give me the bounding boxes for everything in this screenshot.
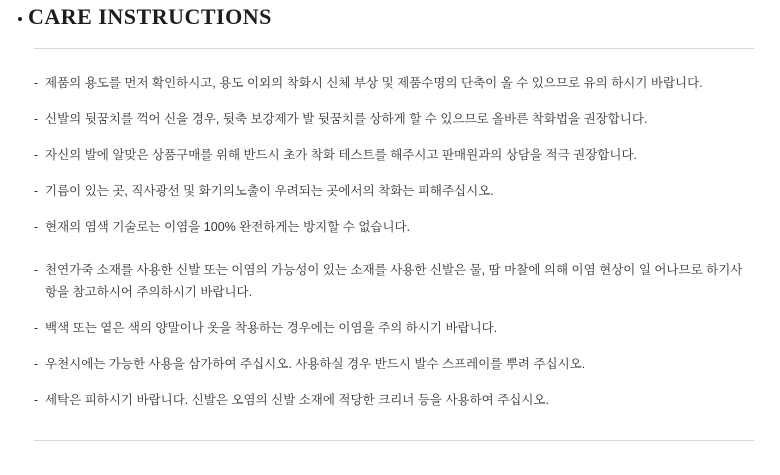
list-item-dash: -: [34, 321, 39, 336]
list-item: [34, 354, 752, 376]
bottom-divider: [34, 440, 754, 441]
list-item: [34, 217, 752, 239]
list-item-dash: -: [34, 147, 39, 162]
list-item-text: 백색 또는 옅은 색의 양말이나 옷을 착용하는 경우에는 이염을 주의 하시기 바랍니다.: [45, 321, 498, 336]
page-title-row: [18, 0, 762, 34]
list-item-text: 제품의 용도를 먼저 확인하시고, 용도 이외의 착화시 신체 부상 및 제품수명의 단축이 올 수 있으므로 유의 하시기 바랍니다.: [45, 76, 703, 90]
list-item: [34, 145, 752, 167]
list-item-text: 세탁은 피하시기 바랍니다. 신발은 오염의 신발 소재에 적당한 크리너 등을 사용하여 주십시오.: [45, 392, 549, 407]
title-divider: [34, 48, 754, 49]
list-item: [34, 73, 752, 95]
list-item-text: 신발의 뒷꿈치를 꺽어 신을 경우, 뒷축 보강제가 발 뒷꿈치를 상하게 할 수 있으므로 올바른 착화법을 권장합니다.: [45, 111, 648, 126]
list-item-text: 기름이 있는 곳, 직사광선 및 화기의노출이 우려되는 곳에서의 착화는 피해주십시오.: [45, 183, 494, 198]
list-item-dash: -: [34, 392, 39, 407]
bullet-dot-icon: [18, 17, 22, 21]
list-item-dash: -: [34, 357, 39, 371]
list-item-dash: -: [34, 183, 39, 198]
list-item: [34, 318, 752, 340]
list-item-dash: -: [34, 76, 39, 90]
list-item-text: 천연가죽 소재를 사용한 신발 또는 이염의 가능성이 있는 소재를 사용한 신발은 물, 땀 마찰에 의해 이염 현상이 일 어나므로 하기사항을 참고하시어 주의하시기 바랍니다.: [45, 263, 743, 300]
instruction-list: [34, 73, 752, 412]
list-item-dash: -: [34, 219, 39, 234]
list-item: [34, 109, 752, 131]
list-item-text: 우천시에는 가능한 사용을 삼가하여 주십시오. 사용하실 경우 반드시 발수 스프레이를 뿌려 주십시오.: [45, 357, 586, 371]
list-item: [34, 181, 752, 203]
list-item: [34, 260, 752, 304]
list-item-dash: -: [34, 111, 39, 126]
list-item-text: 자신의 발에 알맞은 상품구매를 위해 반드시 초가 착화 테스트를 해주시고 판매원과의 상담을 적극 권장합니다.: [45, 147, 637, 162]
list-item-dash: -: [34, 263, 39, 278]
page-title: CARE INSTRUCTIONS: [28, 4, 272, 29]
list-item: [34, 390, 752, 412]
list-item-text: 현재의 염색 기술로는 이염을 100% 완전하게는 방지할 수 없습니다.: [45, 219, 411, 234]
